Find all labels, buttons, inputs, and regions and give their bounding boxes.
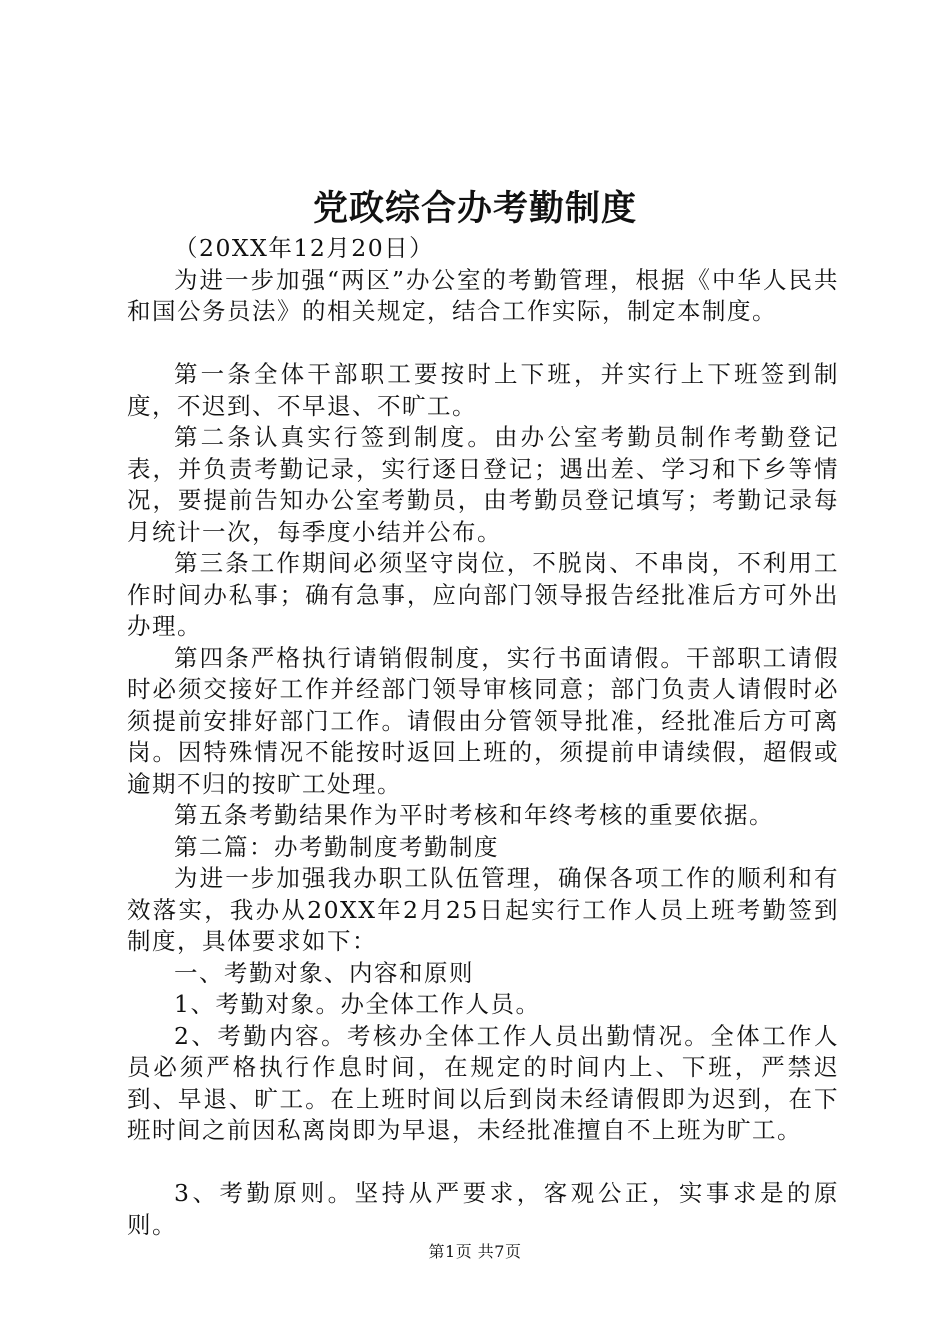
section-2-heading: 第二篇：办考勤制度考勤制度 — [174, 832, 499, 861]
document-body — [127, 233, 839, 1241]
article-4-paragraph: 第四条严格执行请销假制度，实行书面请假。干部职工请假时必须交接好工作并经部门领导审核同意；部门负责人请假时必须提前安排好部门工作。请假由分管领导批准，经批准后方可离岗。因特殊情况不能按时返回上班的，须提前申请续假，超假或逾期不归的按旷工处理。 — [127, 643, 839, 798]
date-line: （20XX年12月20日） — [174, 234, 435, 262]
item-2-paragraph: 2、考勤内容。考核办全体工作人员出勤情况。全体工作人员必须严格执行作息时间，在规定的时间内上、下班，严禁迟到、早退、旷工。在上班时间以后到岗未经请假即为迟到，在下班时间之前因私离岗即为早退，未经批准擅自不上班为旷工。 — [127, 1021, 839, 1144]
section-2-intro-paragraph: 为进一步加强我办职工队伍管理，确保各项工作的顺利和有效落实，我办从20XX年2月25日起实行工作人员上班考勤签到制度，具体要求如下： — [127, 864, 839, 955]
article-3-paragraph: 第三条工作期间必须坚守岗位，不脱岗、不串岗，不利用工作时间办私事；确有急事，应向部门领导报告经批准后方可外出办理。 — [127, 549, 839, 640]
article-5-paragraph: 第五条考勤结果作为平时考核和年终考核的重要依据。 — [174, 801, 774, 829]
item-1-paragraph: 1、考勤对象。办全体工作人员。 — [174, 990, 541, 1018]
article-1-paragraph: 第一条全体干部职工要按时上下班，并实行上下班签到制度，不迟到、不早退、不旷工。 — [127, 360, 839, 420]
page-footer: 第1页 共7页 — [428, 1242, 522, 1261]
intro-paragraph: 为进一步加强“两区”办公室的考勤管理，根据《中华人民共和国公务员法》的相关规定，结合工作实际，制定本制度。 — [127, 265, 839, 325]
subsection-heading: 一、考勤对象、内容和原则 — [174, 958, 474, 987]
document-title: 党政综合办考勤制度 — [312, 188, 637, 229]
item-3-paragraph: 3、考勤原则。坚持从严要求，客观公正，实事求是的原则。 — [127, 1179, 839, 1239]
article-2-paragraph: 第二条认真实行签到制度。由办公室考勤员制作考勤登记表，并负责考勤记录，实行逐日登记；遇出差、学习和下乡等情况，要提前告知办公室考勤员，由考勤员登记填写；考勤记录每月统计一次，每季度小结并公布。 — [127, 423, 839, 546]
